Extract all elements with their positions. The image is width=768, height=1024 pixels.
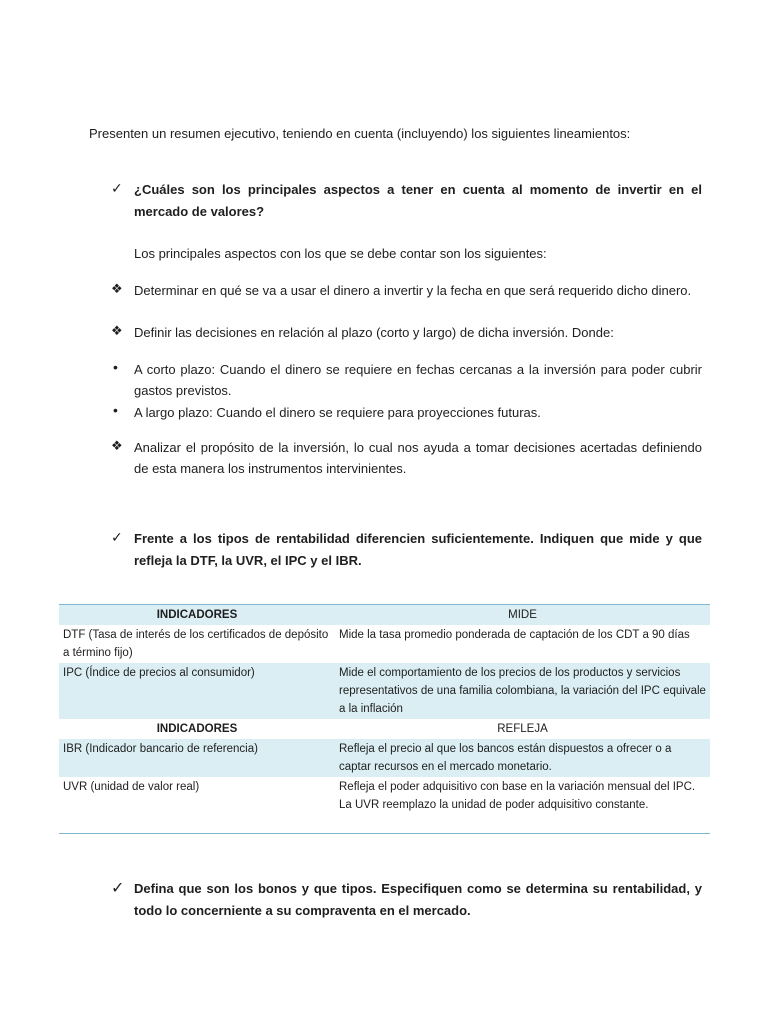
diamond-bullet-icon: ❖ — [111, 281, 123, 296]
list-item: Determinar en qué se va a usar el dinero a invertir y la fecha en que será requerido dicho dinero. — [134, 283, 692, 298]
list-item: Analizar el propósito de la inversión, lo cual nos ayuda a tomar decisiones acertadas definiendo de esta manera los instrumentos intervinientes. — [134, 440, 702, 476]
table-cell: DTF (Tasa de interés de los certificados de depósito a término fijo) — [63, 629, 329, 659]
checkmark-icon: ✓ — [111, 880, 125, 897]
checkmark-icon: ✓ — [111, 180, 123, 196]
table-cell: IPC (Índice de precios al consumidor) — [59, 663, 335, 719]
table-row — [59, 739, 710, 777]
table-cell: Mide la tasa promedio ponderada de captación de los CDT a 90 días — [339, 629, 690, 641]
table-row — [59, 663, 710, 719]
diamond-bullet-icon: ❖ — [111, 323, 123, 338]
table-cell: Refleja el poder adquisitivo con base en la variación mensual del IPC. La UVR reemplazo la unidad de poder adquisitivo constante. — [339, 781, 696, 811]
question-1: ¿Cuáles son los principales aspectos a tener en cuenta al momento de invertir en el mercado de valores? — [134, 182, 702, 219]
table-header-cell: REFLEJA — [497, 723, 548, 735]
diamond-bullet-icon: ❖ — [111, 438, 123, 453]
table-cell: Mide el comportamiento de los precios de los productos y servicios representativos de una familia colombiana, la variación del IPC equivale a la inflación — [335, 663, 710, 719]
checkmark-icon: ✓ — [111, 529, 123, 545]
table-header-row — [59, 605, 710, 626]
table-header-row — [59, 719, 710, 739]
list-item: A largo plazo: Cuando el dinero se requiere para proyecciones futuras. — [134, 405, 541, 420]
question-3: Defina que son los bonos y que tipos. Especifiquen como se determina su rentabilidad, y todo lo concerniente a su compraventa en el mercado. — [134, 881, 702, 918]
question-2: Frente a los tipos de rentabilidad diferencien suficientemente. Indiquen que mide y que refleja la DTF, la UVR, el IPC y el IBR. — [134, 531, 702, 568]
indicators-table — [59, 604, 710, 815]
table-cell: UVR (unidad de valor real) — [63, 781, 200, 793]
table-row — [59, 777, 710, 815]
table-cell: IBR (Indicador bancario de referencia) — [59, 739, 335, 777]
table-row — [59, 625, 710, 663]
table-header-cell: MIDE — [335, 605, 710, 626]
list-item: Definir las decisiones en relación al plazo (corto y largo) de dicha inversión. Donde: — [134, 325, 614, 340]
intro-paragraph: Presenten un resumen ejecutivo, teniendo en cuenta (incluyendo) los siguientes lineamientos: — [89, 126, 631, 141]
table-header-cell: INDICADORES — [59, 605, 335, 626]
table-bottom-rule — [59, 833, 710, 834]
round-bullet-icon: • — [113, 359, 118, 375]
round-bullet-icon: • — [113, 402, 118, 418]
question-1-lead: Los principales aspectos con los que se debe contar son los siguientes: — [134, 246, 547, 261]
list-item: A corto plazo: Cuando el dinero se requiere en fechas cercanas a la inversión para poder cubrir gastos previstos. — [134, 362, 702, 398]
table-cell: Refleja el precio al que los bancos están dispuestos a ofrecer o a captar recursos en el mercado monetario. — [335, 739, 710, 777]
table-header-cell: INDICADORES — [156, 723, 238, 735]
